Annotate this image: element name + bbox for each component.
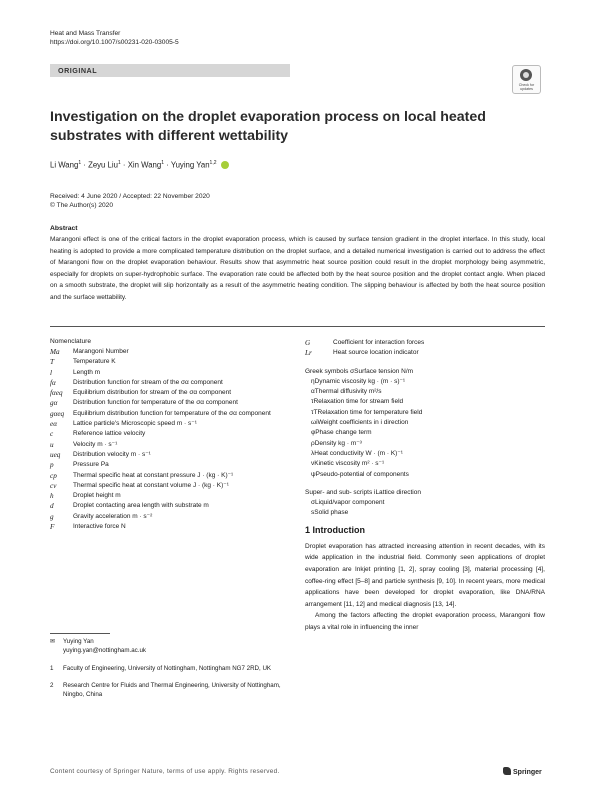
symbol: g — [50, 512, 54, 521]
definition: Distribution velocity m · s⁻¹ — [73, 450, 151, 458]
author-name: Li Wang — [50, 160, 79, 170]
nomenclature-row — [50, 368, 300, 378]
check-for-updates-badge[interactable] — [512, 65, 541, 94]
definition: Heat source location indicator — [333, 349, 419, 357]
article-type: ORIGINAL — [58, 66, 98, 75]
abstract-divider — [50, 326, 545, 327]
nomenclature-row — [50, 440, 300, 450]
journal-name: Heat and Mass Transfer — [50, 30, 121, 37]
greek-symbol-row: ρDensity kg · m⁻³ — [311, 439, 362, 447]
orcid-icon[interactable] — [221, 161, 229, 169]
author-affil: 1 — [78, 160, 82, 166]
definition: Lattice particle's Microscopic speed m · s⁻¹ — [73, 420, 197, 428]
footnote-rule — [50, 633, 110, 634]
definition: Droplet contacting area length with substrate m — [73, 502, 209, 510]
nomenclature-row — [50, 471, 300, 481]
subscripts-heading: Super- and sub- scripts iLattice direction — [305, 488, 421, 496]
subscript-row: σLiquid/vapor component — [311, 499, 385, 507]
definition: Length m — [73, 368, 101, 376]
symbol: cp — [50, 471, 57, 480]
corr-name: Yuying Yan — [63, 638, 94, 645]
abstract-heading: Abstract — [50, 225, 78, 232]
symbol: c — [50, 430, 54, 439]
definition: Thermal specific heat at constant volume J · (kg · K)⁻¹ — [73, 481, 229, 489]
greek-symbol-row: αThermal diffusivity m²/s — [311, 388, 382, 396]
definition: Interactive force N — [73, 523, 126, 531]
nomenclature-row — [305, 338, 545, 348]
nomenclature-row — [50, 522, 300, 532]
abstract-text: Marangoni effect is one of the critical factors in the droplet evaporation process, which is caused by surface tension gradient in the droplet interface. In this study, local heating is adopted to provide a more complicated temperature distribution on the droplet surface, and a detailed numerical investigation is carried out to address the effect of Marangoni flow on the droplet evaporation behaviour. Results show that asymmetric heat source position could result in the droplet morphology being asymmetric, especially for droplets on super-hydrophobic surface. The evaporation rate could be affected both by the heat source position and the droplet contact angle. When placed on a smooth substrate, the droplet will slip horizontally as a result of the asymmetric heating condition. The slipping behaviour is affected by both the heat source position and the surface wettability. — [50, 236, 545, 301]
greek-symbol-row: τRelaxation time for stream field — [311, 398, 404, 406]
symbol: ueq — [50, 450, 61, 459]
definition: Velocity m · s⁻¹ — [73, 440, 118, 448]
nomenclature-row — [50, 491, 300, 501]
definition: Thermal specific heat at constant pressure J · (kg · K)⁻¹ — [73, 471, 234, 479]
author-list — [50, 160, 229, 170]
author-sep: · — [166, 160, 169, 170]
author-sep: · — [122, 160, 126, 170]
corr-email[interactable]: yuying.yan@nottingham.ac.uk — [63, 646, 146, 654]
nomenclature-row — [50, 450, 300, 460]
nomenclature-row — [50, 409, 300, 419]
symbol: fαeq — [50, 389, 63, 398]
definition: Droplet height m — [73, 492, 121, 500]
affil-number: 2 — [50, 682, 54, 690]
author-name: Zeyu Liu — [88, 160, 118, 170]
nomenclature-row — [50, 398, 300, 408]
nomenclature — [50, 338, 300, 532]
nomenclature-row — [50, 347, 300, 357]
update-icon — [520, 69, 532, 81]
correspondence — [50, 638, 295, 700]
symbol: T — [50, 358, 54, 367]
symbol: h — [50, 492, 54, 501]
greek-symbol-row: νKinetic viscosity m² · s⁻¹ — [311, 460, 385, 468]
greek-symbol-row: τTRelaxation time for temperature field — [311, 408, 423, 416]
symbol: cv — [50, 481, 57, 490]
envelope-icon: ✉ — [50, 638, 56, 645]
affiliation: Faculty of Engineering, University of Nottingham, Nottingham NG7 2RD, UK — [63, 664, 272, 672]
symbol: gα — [50, 399, 58, 408]
nomenclature-row — [50, 512, 300, 522]
greek-symbol-row: ψPseudo-potential of components — [311, 470, 409, 478]
symbol: G — [305, 339, 311, 347]
greek-heading: Greek symbols σSurface tension N/m — [305, 367, 414, 375]
footer-notice: Content courtesy of Springer Nature, terms of use apply. Rights reserved. — [50, 768, 280, 775]
intro-paragraph: Droplet evaporation has attracted increasing attention in recent decades, with its wide application in the industrial field. Commonly seen applications of droplet evaporation are Inkjet printing [1, 2], spray cooling [3], material processing [4], coffee-ring effect [5–8] and particle synthesis [9, 10]. In recent years, more medical applications have been developed for droplet evaporation, like DNA/RNA arrangement [11, 12] and medical diagnosis [13, 14]. — [305, 542, 545, 608]
paper-title: Investigation on the droplet evaporation process on local heated substrates with different wettability — [50, 109, 486, 144]
definition: Temperature K — [73, 358, 116, 366]
author-name: Yuying Yan — [170, 160, 210, 170]
definition: Equilibrium distribution function for temperature of the σα component — [73, 409, 271, 417]
symbol: d — [50, 502, 54, 511]
section-heading: 1 Introduction — [305, 524, 365, 535]
author-affil: 1 — [117, 160, 121, 166]
greek-symbol-row: ωiWeight coefficients in i direction — [311, 419, 409, 427]
copyright-line: © The Author(s) 2020 — [50, 202, 114, 209]
symbol: Lr — [305, 349, 312, 358]
nomenclature-row — [50, 419, 300, 429]
publisher-logo — [503, 767, 542, 776]
definition: Equilibrium distribution for stream of the σα component — [73, 389, 232, 397]
greek-symbol-row: φPhase change term — [311, 429, 372, 437]
springer-horse-icon — [503, 767, 511, 775]
journal-doi[interactable]: https://doi.org/10.1007/s00231-020-03005-5 — [50, 39, 179, 46]
nomenclature-row — [50, 378, 300, 388]
symbol: u — [50, 440, 54, 449]
nomenclature-row — [50, 357, 300, 367]
symbol: p — [50, 461, 54, 470]
nomenclature-row — [50, 481, 300, 491]
definition: Distribution function for temperature of the σα component — [73, 399, 238, 407]
author-affil: 1 — [161, 160, 164, 166]
definition: Coefficient for interaction forces — [333, 339, 425, 346]
nomenclature-row — [50, 429, 300, 439]
greek-symbol-row: λHeat conductivity W · (m · K)⁻¹ — [311, 449, 403, 457]
nomenclature-row — [50, 501, 300, 511]
right-column — [305, 338, 545, 634]
definition: Gravity acceleration m · s⁻² — [73, 512, 153, 520]
abstract — [50, 225, 545, 304]
nomenclature-heading: Nomenclature — [50, 338, 92, 345]
definition: Distribution function for stream of the σα component — [73, 378, 223, 386]
definition: Marangoni Number — [73, 348, 129, 355]
journal-header — [50, 29, 179, 47]
symbol: l — [50, 368, 52, 377]
publisher-name: Springer — [513, 769, 542, 776]
article-dates — [50, 192, 210, 210]
greek-symbol-row: ηDynamic viscosity kg · (m · s)⁻¹ — [311, 377, 406, 385]
author-affil: 1,2 — [209, 160, 217, 166]
affil-number: 1 — [50, 664, 54, 672]
nomenclature-row — [50, 460, 300, 470]
symbol: F — [50, 523, 55, 532]
definition: Pressure Pa — [73, 461, 109, 469]
symbol: Ma — [50, 348, 60, 356]
nomenclature-row — [50, 388, 300, 398]
intro-paragraph: Among the factors affecting the droplet evaporation process, Marangoni flow plays a vital role in influencing the inner — [305, 612, 545, 631]
received-accepted: Received: 4 June 2020 / Accepted: 22 November 2020 — [50, 193, 210, 200]
article-type-bar — [50, 64, 290, 77]
symbol: fα — [50, 378, 56, 387]
subscript-row: sSolid phase — [311, 509, 349, 517]
symbol: eα — [50, 420, 57, 429]
affiliation: Research Centre for Fluids and Thermal Engineering, University of Nottingham, Ningbo, China — [63, 682, 281, 699]
author-name: Xin Wang — [127, 160, 162, 170]
badge-label: Check for updates — [518, 83, 535, 91]
nomenclature-row — [305, 348, 545, 358]
author-sep: · — [83, 160, 86, 170]
definition: Reference lattice velocity — [73, 430, 146, 438]
symbol: gαeq — [50, 409, 65, 418]
